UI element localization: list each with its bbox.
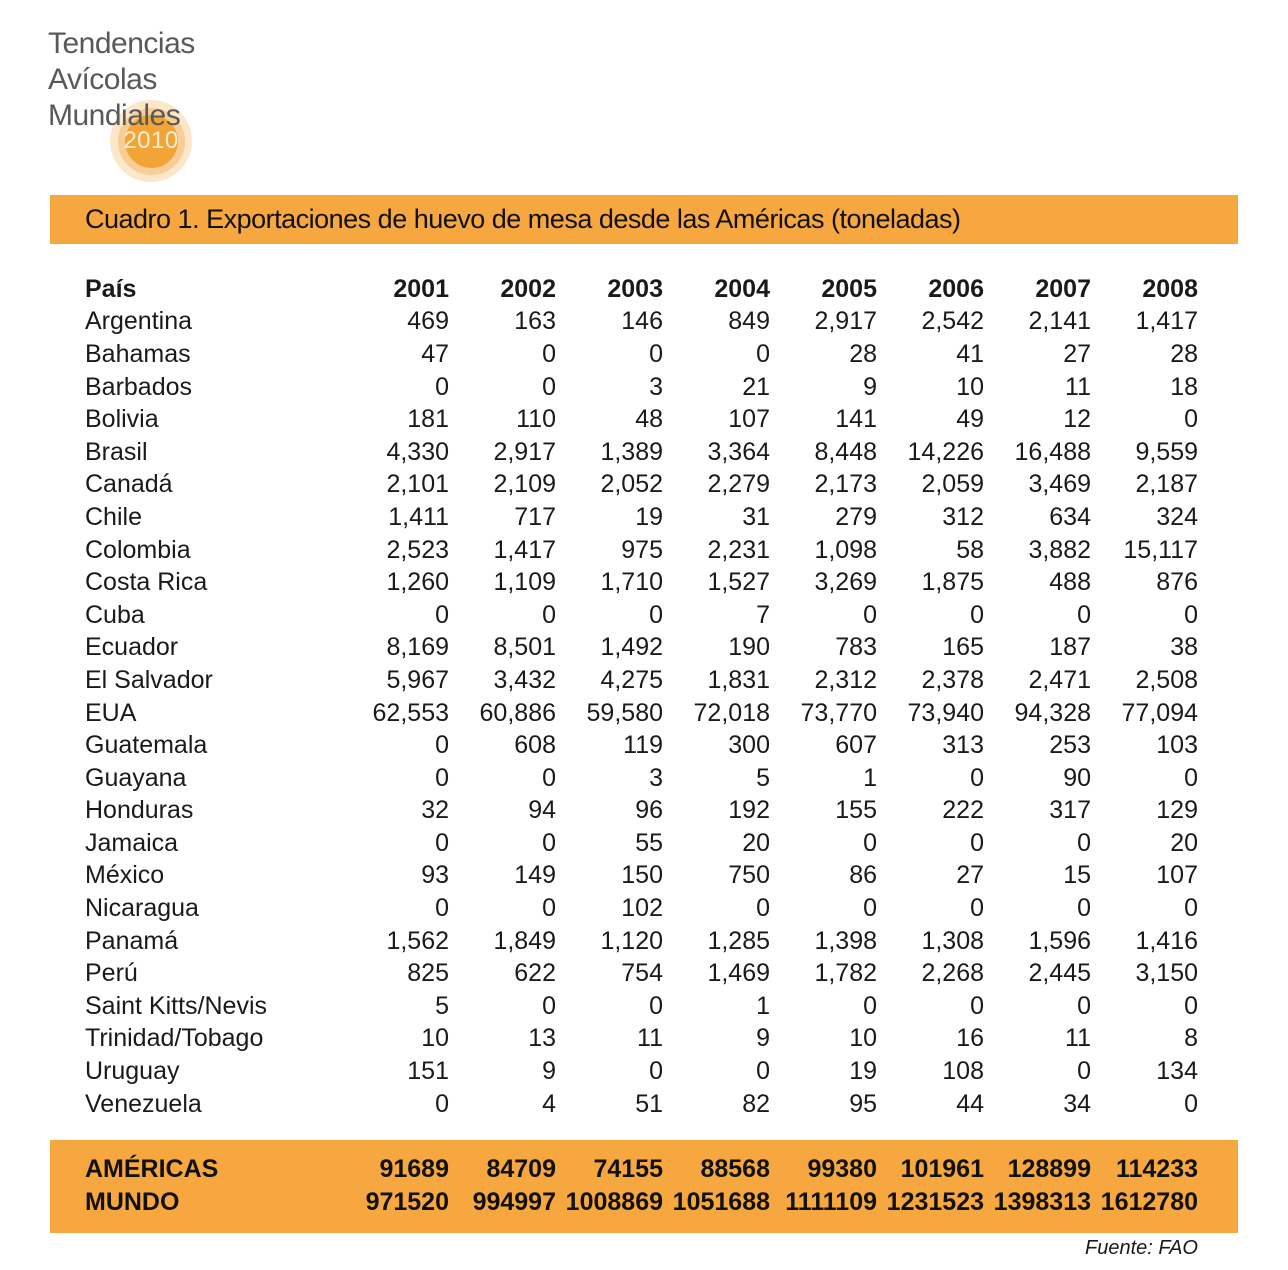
country-cell: Jamaica: [85, 828, 179, 857]
value-cell: 149: [514, 861, 556, 890]
value-cell: 10: [421, 1024, 449, 1053]
value-cell: 108: [942, 1057, 984, 1086]
country-cell: Argentina: [85, 307, 193, 336]
value-cell: 27: [1063, 339, 1091, 368]
value-cell: 102: [621, 894, 663, 923]
value-cell: 77,094: [1121, 698, 1198, 727]
value-cell: 0: [435, 731, 449, 760]
value-cell: 1: [756, 991, 770, 1020]
totals-value-cell: 1398313: [993, 1188, 1091, 1216]
table-title-bar: [50, 195, 1238, 244]
column-header-year: 2004: [714, 274, 770, 303]
table-row: [85, 795, 1198, 828]
value-cell: 9: [863, 372, 877, 401]
value-cell: 11: [1065, 1024, 1091, 1053]
value-cell: 0: [542, 339, 556, 368]
value-cell: 1,849: [493, 926, 556, 955]
value-cell: 2,378: [921, 665, 984, 694]
table-row: [85, 371, 1198, 404]
value-cell: 2,508: [1135, 665, 1198, 694]
value-cell: 7: [756, 600, 770, 629]
value-cell: 1,417: [1135, 307, 1198, 336]
value-cell: 60,886: [479, 698, 556, 727]
country-cell: Cuba: [85, 600, 145, 629]
value-cell: 1,417: [493, 535, 556, 564]
value-cell: 1,098: [814, 535, 877, 564]
value-cell: 0: [435, 600, 449, 629]
value-cell: 2,279: [707, 470, 770, 499]
totals-label: MUNDO: [85, 1188, 180, 1216]
table-row: [85, 1023, 1198, 1056]
table-row: [85, 436, 1198, 469]
table-row: [85, 469, 1198, 502]
value-cell: 103: [1156, 731, 1198, 760]
value-cell: 608: [514, 731, 556, 760]
country-cell: Brasil: [85, 437, 148, 466]
value-cell: 34: [1063, 1089, 1091, 1118]
value-cell: 2,187: [1135, 470, 1198, 499]
value-cell: 3,469: [1028, 470, 1091, 499]
value-cell: 155: [835, 796, 877, 825]
totals-value-cell: 101961: [900, 1155, 984, 1183]
value-cell: 93: [421, 861, 449, 890]
value-cell: 190: [728, 633, 770, 662]
value-cell: 15,117: [1123, 535, 1198, 564]
value-cell: 0: [542, 991, 556, 1020]
value-cell: 3,432: [493, 665, 556, 694]
totals-value-cell: 1008869: [565, 1188, 663, 1216]
value-cell: 4,275: [600, 665, 663, 694]
country-cell: Honduras: [85, 796, 194, 825]
value-cell: 1,469: [707, 959, 770, 988]
table-row: [85, 1055, 1198, 1088]
value-cell: 825: [407, 959, 449, 988]
header-row: [85, 273, 1198, 306]
value-cell: 8,501: [493, 633, 556, 662]
totals-value-cell: 128899: [1007, 1155, 1091, 1183]
value-cell: 1,710: [600, 568, 663, 597]
value-cell: 4: [542, 1089, 556, 1118]
value-cell: 2,059: [921, 470, 984, 499]
column-header-year: 2008: [1142, 274, 1198, 303]
value-cell: 2,917: [814, 307, 877, 336]
country-cell: Panamá: [85, 926, 179, 955]
value-cell: 110: [516, 405, 556, 434]
value-cell: 1,308: [921, 926, 984, 955]
value-cell: 141: [835, 405, 877, 434]
value-cell: 20: [1170, 828, 1198, 857]
country-cell: Guayana: [85, 763, 187, 792]
value-cell: 0: [970, 991, 984, 1020]
value-cell: 849: [728, 307, 770, 336]
value-cell: 1,492: [600, 633, 663, 662]
value-cell: 1,389: [600, 437, 663, 466]
value-cell: 0: [863, 828, 877, 857]
value-cell: 222: [942, 796, 984, 825]
country-cell: Uruguay: [85, 1057, 180, 1086]
value-cell: 1: [863, 763, 877, 792]
value-cell: 1,260: [386, 568, 449, 597]
value-cell: 1,596: [1028, 926, 1091, 955]
value-cell: 3,882: [1028, 535, 1091, 564]
value-cell: 2,445: [1028, 959, 1091, 988]
value-cell: 3,269: [814, 568, 877, 597]
table-row: [85, 338, 1198, 371]
value-cell: 300: [728, 731, 770, 760]
value-cell: 0: [649, 1057, 663, 1086]
value-cell: 11: [1065, 372, 1091, 401]
table-row: [85, 306, 1198, 339]
table-title: Cuadro 1. Exportaciones de huevo de mesa desde las Américas (toneladas): [85, 204, 961, 234]
value-cell: 13: [528, 1024, 556, 1053]
value-cell: 1,782: [814, 959, 877, 988]
table-row: [85, 1088, 1198, 1121]
value-cell: 0: [1077, 991, 1091, 1020]
totals-bar: [50, 1140, 1238, 1233]
value-cell: 1,285: [707, 926, 770, 955]
value-cell: 0: [1077, 600, 1091, 629]
value-cell: 1,398: [814, 926, 877, 955]
table-row: [85, 957, 1198, 990]
value-cell: 19: [635, 502, 663, 531]
value-cell: 312: [942, 502, 984, 531]
value-cell: 0: [863, 991, 877, 1020]
value-cell: 0: [1184, 763, 1198, 792]
value-cell: 0: [542, 600, 556, 629]
value-cell: 55: [635, 828, 663, 857]
country-cell: Bahamas: [85, 339, 191, 368]
column-header-year: 2002: [500, 274, 556, 303]
value-cell: 0: [1077, 894, 1091, 923]
totals-value-cell: 88568: [700, 1155, 770, 1183]
value-cell: 82: [742, 1089, 770, 1118]
table-row: [85, 403, 1198, 436]
value-cell: 11: [637, 1024, 663, 1053]
column-header-year: 2005: [821, 274, 877, 303]
value-cell: 279: [835, 502, 877, 531]
value-cell: 2,173: [814, 470, 877, 499]
value-cell: 9,559: [1135, 437, 1198, 466]
value-cell: 2,109: [493, 470, 556, 499]
value-cell: 8,448: [814, 437, 877, 466]
value-cell: 10: [849, 1024, 877, 1053]
value-cell: 0: [970, 828, 984, 857]
value-cell: 44: [956, 1089, 984, 1118]
value-cell: 0: [649, 339, 663, 368]
table-row: [85, 697, 1198, 730]
value-cell: 14,226: [907, 437, 984, 466]
logo-line-1: Tendencias: [48, 27, 195, 60]
value-cell: 48: [635, 405, 663, 434]
column-header-year: 2006: [928, 274, 984, 303]
totals-value-cell: 1111109: [785, 1188, 877, 1216]
value-cell: 2,471: [1028, 665, 1091, 694]
totals-value-cell: 84709: [486, 1155, 556, 1183]
value-cell: 9: [756, 1024, 770, 1053]
value-cell: 0: [1184, 991, 1198, 1020]
country-cell: Trinidad/Tobago: [85, 1024, 264, 1053]
table-row: [85, 534, 1198, 567]
value-cell: 1,120: [600, 926, 663, 955]
logo-line-3: Mundiales: [48, 99, 181, 132]
value-cell: 15: [1063, 861, 1091, 890]
totals-value-cell: 1612780: [1100, 1188, 1198, 1216]
country-cell: Ecuador: [85, 633, 179, 662]
country-cell: México: [85, 861, 165, 890]
value-cell: 0: [1184, 894, 1198, 923]
totals-value-cell: 994997: [472, 1188, 556, 1216]
value-cell: 750: [728, 861, 770, 890]
value-cell: 18: [1170, 372, 1198, 401]
table-row: [85, 990, 1198, 1023]
logo-year-text: 2010: [123, 127, 179, 154]
totals-value-cell: 114233: [1115, 1155, 1198, 1183]
country-cell: Canadá: [85, 470, 173, 499]
value-cell: 0: [435, 828, 449, 857]
value-cell: 0: [863, 894, 877, 923]
value-cell: 58: [956, 535, 984, 564]
value-cell: 31: [742, 502, 770, 531]
value-cell: 41: [956, 339, 984, 368]
value-cell: 95: [849, 1089, 877, 1118]
value-cell: 28: [849, 339, 877, 368]
value-cell: 717: [514, 502, 556, 531]
value-cell: 2,312: [814, 665, 877, 694]
value-cell: 0: [1184, 600, 1198, 629]
value-cell: 0: [435, 763, 449, 792]
country-cell: Saint Kitts/Nevis: [85, 991, 268, 1020]
value-cell: 10: [956, 372, 984, 401]
value-cell: 0: [756, 894, 770, 923]
value-cell: 0: [649, 991, 663, 1020]
country-cell: Nicaragua: [85, 894, 199, 923]
table-row: [85, 632, 1198, 665]
value-cell: 2,052: [600, 470, 663, 499]
country-cell: Chile: [85, 502, 142, 531]
value-cell: 634: [1049, 502, 1091, 531]
table-body: [85, 306, 1198, 1121]
value-cell: 0: [1184, 1089, 1198, 1118]
value-cell: 0: [435, 894, 449, 923]
value-cell: 0: [649, 600, 663, 629]
value-cell: 5,967: [386, 665, 449, 694]
value-cell: 32: [421, 796, 449, 825]
table-row: [85, 664, 1198, 697]
totals-value-cell: 971520: [365, 1188, 449, 1216]
value-cell: 1,875: [921, 568, 984, 597]
value-cell: 313: [942, 731, 984, 760]
value-cell: 1,109: [493, 568, 556, 597]
value-cell: 0: [970, 600, 984, 629]
value-cell: 253: [1049, 731, 1091, 760]
totals-body: [85, 1153, 1198, 1219]
value-cell: 0: [435, 1089, 449, 1118]
value-cell: 8,169: [386, 633, 449, 662]
value-cell: 94: [528, 796, 556, 825]
value-cell: 876: [1156, 568, 1198, 597]
value-cell: 0: [435, 372, 449, 401]
table-row: [85, 827, 1198, 860]
value-cell: 1,411: [388, 502, 449, 531]
value-cell: 783: [835, 633, 877, 662]
table-row: [85, 860, 1198, 893]
value-cell: 73,770: [800, 698, 877, 727]
value-cell: 119: [623, 731, 663, 760]
table-row: [85, 925, 1198, 958]
value-cell: 150: [621, 861, 663, 890]
value-cell: 0: [542, 828, 556, 857]
value-cell: 0: [1077, 1057, 1091, 1086]
publication-logo: [48, 26, 195, 134]
value-cell: 2,542: [921, 307, 984, 336]
totals-row: [85, 1153, 1198, 1186]
value-cell: 0: [542, 763, 556, 792]
value-cell: 16,488: [1014, 437, 1091, 466]
value-cell: 1,562: [386, 926, 449, 955]
column-header-year: 2003: [607, 274, 663, 303]
value-cell: 134: [1156, 1057, 1198, 1086]
column-header-year: 2001: [393, 274, 449, 303]
value-cell: 0: [863, 600, 877, 629]
value-cell: 2,917: [493, 437, 556, 466]
value-cell: 2,101: [386, 470, 449, 499]
source-note: Fuente: FAO: [1084, 1237, 1198, 1259]
value-cell: 49: [956, 405, 984, 434]
country-cell: Colombia: [85, 535, 191, 564]
value-cell: 469: [407, 307, 449, 336]
value-cell: 146: [621, 307, 663, 336]
value-cell: 1,416: [1135, 926, 1198, 955]
table-row: [85, 501, 1198, 534]
value-cell: 16: [956, 1024, 984, 1053]
value-cell: 2,268: [921, 959, 984, 988]
value-cell: 192: [728, 796, 770, 825]
value-cell: 3: [649, 372, 663, 401]
value-cell: 181: [407, 405, 449, 434]
logo-line-2: Avícolas: [48, 63, 157, 96]
value-cell: 488: [1049, 568, 1091, 597]
country-cell: Barbados: [85, 372, 193, 401]
value-cell: 96: [635, 796, 663, 825]
value-cell: 324: [1156, 502, 1198, 531]
value-cell: 317: [1049, 796, 1091, 825]
totals-value-cell: 99380: [807, 1155, 877, 1183]
country-cell: Perú: [85, 959, 138, 988]
value-cell: 2,141: [1028, 307, 1091, 336]
value-cell: 19: [849, 1057, 877, 1086]
value-cell: 5: [435, 991, 449, 1020]
value-cell: 0: [1184, 405, 1198, 434]
table-row: [85, 762, 1198, 795]
value-cell: 8: [1184, 1024, 1198, 1053]
totals-value-cell: 74155: [593, 1155, 663, 1183]
country-cell: Venezuela: [85, 1089, 202, 1118]
value-cell: 47: [421, 339, 449, 368]
value-cell: 0: [542, 894, 556, 923]
country-cell: Guatemala: [85, 731, 208, 760]
value-cell: 107: [1156, 861, 1198, 890]
value-cell: 2,523: [386, 535, 449, 564]
value-cell: 5: [756, 763, 770, 792]
value-cell: 975: [621, 535, 663, 564]
value-cell: 12: [1063, 405, 1091, 434]
value-cell: 3: [649, 763, 663, 792]
column-header-country: País: [85, 274, 137, 303]
value-cell: 59,580: [586, 698, 663, 727]
totals-value-cell: 1051688: [672, 1188, 770, 1216]
value-cell: 4,330: [386, 437, 449, 466]
exports-table: [85, 273, 1198, 1120]
totals-value-cell: 1231523: [886, 1188, 984, 1216]
country-cell: Bolivia: [85, 405, 159, 434]
value-cell: 0: [756, 1057, 770, 1086]
value-cell: 0: [970, 763, 984, 792]
value-cell: 90: [1063, 763, 1091, 792]
value-cell: 187: [1049, 633, 1091, 662]
totals-label: AMÉRICAS: [85, 1155, 219, 1183]
value-cell: 151: [407, 1057, 449, 1086]
value-cell: 21: [742, 372, 770, 401]
value-cell: 9: [542, 1057, 556, 1086]
value-cell: 0: [1077, 828, 1091, 857]
value-cell: 107: [728, 405, 770, 434]
value-cell: 607: [835, 731, 877, 760]
value-cell: 62,553: [372, 698, 449, 727]
table-row: [85, 729, 1198, 762]
value-cell: 28: [1170, 339, 1198, 368]
value-cell: 622: [514, 959, 556, 988]
value-cell: 1,831: [707, 665, 770, 694]
value-cell: 86: [849, 861, 877, 890]
value-cell: 27: [956, 861, 984, 890]
value-cell: 72,018: [693, 698, 770, 727]
value-cell: 2,231: [707, 535, 770, 564]
value-cell: 94,328: [1014, 698, 1091, 727]
totals-row: [85, 1186, 1198, 1219]
value-cell: 163: [514, 307, 556, 336]
totals-value-cell: 91689: [379, 1155, 449, 1183]
value-cell: 0: [970, 894, 984, 923]
value-cell: 20: [742, 828, 770, 857]
country-cell: EUA: [85, 698, 137, 727]
value-cell: 754: [621, 959, 663, 988]
value-cell: 1,527: [707, 568, 770, 597]
value-cell: 3,150: [1135, 959, 1198, 988]
totals-table: [85, 1153, 1198, 1219]
value-cell: 165: [942, 633, 984, 662]
value-cell: 51: [635, 1089, 663, 1118]
value-cell: 73,940: [907, 698, 984, 727]
country-cell: El Salvador: [85, 665, 213, 694]
table-row: [85, 566, 1198, 599]
column-header-year: 2007: [1035, 274, 1091, 303]
table-row: [85, 599, 1198, 632]
value-cell: 38: [1170, 633, 1198, 662]
table-row: [85, 892, 1198, 925]
value-cell: 0: [542, 372, 556, 401]
value-cell: 129: [1156, 796, 1198, 825]
value-cell: 0: [756, 339, 770, 368]
country-cell: Costa Rica: [85, 568, 208, 597]
value-cell: 3,364: [707, 437, 770, 466]
